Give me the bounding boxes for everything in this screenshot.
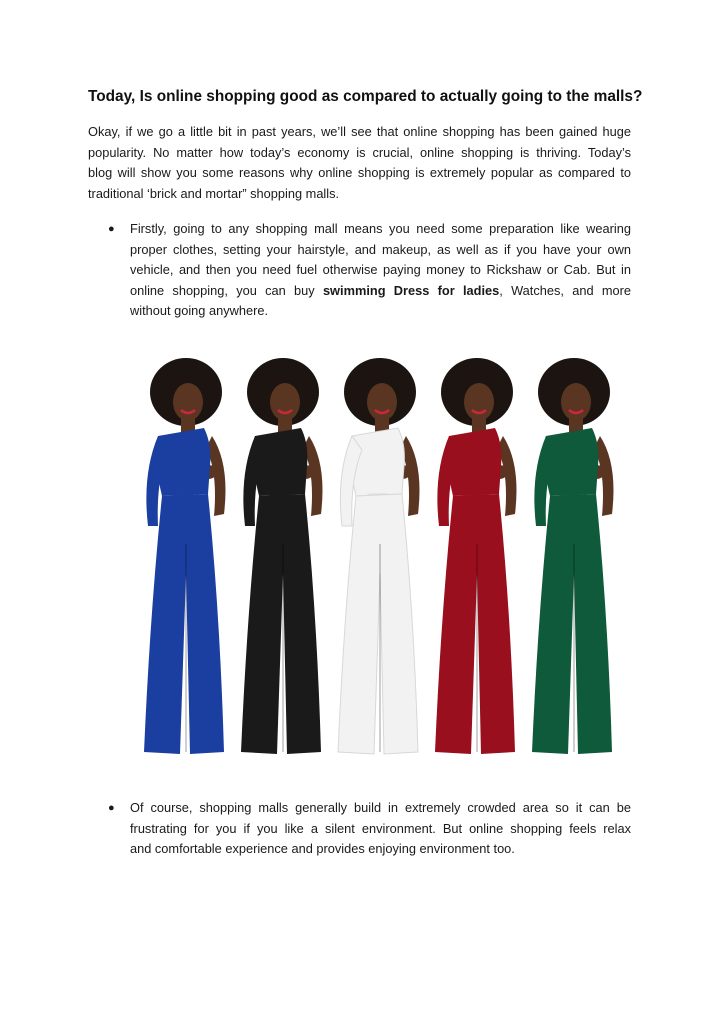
bullet-line: and comfortable experience and provides enjoying environment too.	[130, 841, 515, 856]
model-figure	[144, 358, 226, 754]
model-figure	[241, 358, 323, 754]
bullet-text	[130, 219, 631, 322]
bullet-line: Firstly, going to any shopping mall means you need some preparation like wearing	[130, 221, 631, 236]
page-title: Today, Is online shopping good as compared to actually going to the malls?	[88, 88, 643, 105]
intro-line: popularity. No matter how today’s economy is crucial, online shopping is thriving. Today’s	[88, 144, 631, 160]
intro-line: blog will show you some reasons why online shopping is extremely popular as compared to	[88, 165, 631, 180]
bullet-icon: ●	[108, 223, 115, 235]
bullet-line: frustrating for you if you like a silent environment. But online shopping feels relax	[130, 820, 631, 836]
bullet-line: proper clothes, setting your hairstyle, and makeup, as well as if you have your own	[130, 241, 631, 257]
bullet-line: vehicle, and then you need fuel otherwise paying money to Rickshaw or Cab. But in	[130, 262, 631, 277]
model-figure	[435, 358, 517, 754]
model-figure	[338, 358, 420, 754]
model-figure	[532, 358, 614, 754]
intro-paragraph	[88, 122, 631, 204]
text-fragment: , Watches, and more	[499, 282, 632, 298]
bullet-line: Of course, shopping malls generally build in extremely crowded area so it can be	[130, 800, 631, 815]
intro-line: traditional ‘brick and mortar” shopping malls.	[88, 185, 340, 201]
bullet-line: without going anywhere.	[130, 303, 269, 318]
text-fragment: online shopping, you can buy	[130, 282, 323, 298]
product-link[interactable]: swimming Dress for ladies	[322, 282, 500, 298]
bullet-icon: ●	[108, 802, 115, 814]
intro-line: Okay, if we go a little bit in past years, we’ll see that online shopping has been gained huge	[88, 124, 631, 139]
bullet-text	[130, 798, 631, 860]
jumpsuit-models-image	[126, 344, 636, 764]
bullet-line-with-link	[130, 281, 631, 302]
